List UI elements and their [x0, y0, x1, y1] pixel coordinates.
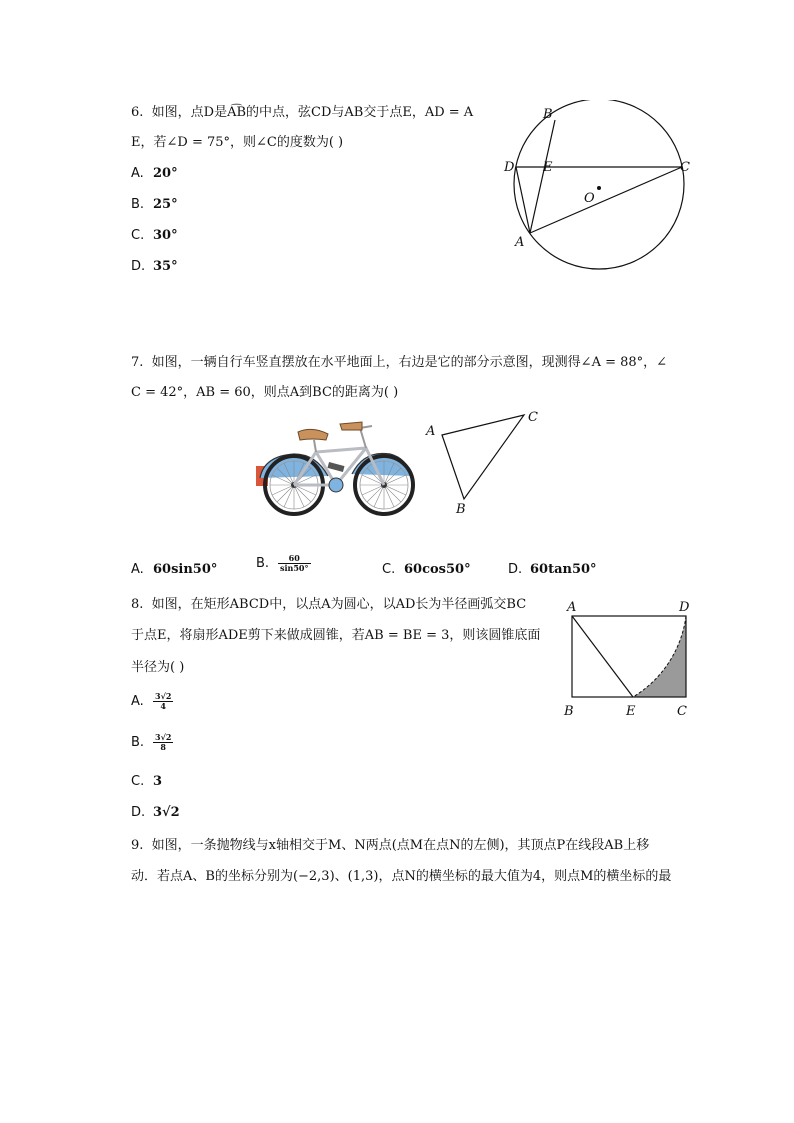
option-value: 3 [153, 774, 163, 789]
center-point [597, 186, 601, 190]
q7-text-1: 如图，一辆自行车竖直摆放在水平地面上，右边是它的部分示意图，现测得∠A = 88°，∠ [151, 355, 668, 370]
label-a: A [515, 235, 525, 250]
q6-line2: E，若∠D = 75°，则∠C的度数为( ) [131, 135, 344, 150]
fraction-denominator: 4 [160, 701, 166, 711]
option-value: 60cos50° [404, 562, 471, 577]
option-value: 35° [153, 259, 178, 274]
q8-line2: 于点E，将扇形ADE剪下来做成圆锥，若AB = BE = 3，则该圆锥底面 [131, 628, 541, 643]
q9-line1 [131, 837, 649, 855]
label-a: A [567, 600, 577, 615]
q8-option-c[interactable] [131, 773, 162, 791]
label-c: C [680, 160, 690, 175]
q7-option-d[interactable] [508, 561, 597, 579]
q6-option-b[interactable] [131, 196, 178, 214]
fraction-denominator: 8 [160, 742, 166, 752]
q9-text-1: 如图，一条抛物线与x轴相交于M、N两点(点M在点N的左侧)，其顶点P在线段AB上移 [151, 838, 650, 853]
q6-circle-figure [500, 100, 700, 280]
q7-line2: C = 42°，AB = 60，则点A到BC的距离为( ) [131, 385, 399, 400]
q7-line1 [131, 354, 667, 372]
q8-number: 8. [131, 597, 144, 612]
option-fraction [153, 733, 173, 752]
option-label: A. [131, 166, 144, 181]
shaded-region [633, 616, 686, 697]
option-fraction [278, 554, 311, 573]
q9-number: 9. [131, 838, 144, 853]
q8-line1 [131, 596, 526, 614]
bicycle-illustration [254, 418, 416, 518]
label-o: O [584, 191, 595, 206]
q7-triangle-figure [422, 404, 552, 519]
label-e: E [543, 160, 553, 175]
option-value: 30° [153, 228, 178, 243]
label-d: D [504, 160, 515, 175]
seat-post [314, 440, 316, 452]
option-value: 60sin50° [153, 562, 218, 577]
pedal [327, 462, 344, 472]
seat [298, 429, 328, 440]
q6-line1 [131, 104, 473, 122]
chord-ab [530, 120, 555, 233]
fraction-numerator: 60 [278, 554, 311, 564]
option-label: C. [131, 228, 145, 243]
label-b: B [543, 107, 553, 122]
label-a: A [426, 424, 436, 439]
q7-number: 7. [131, 355, 144, 370]
q8-text-1: 如图，在矩形ABCD中，以点A为圆心，以AD长为半径画弧交BC [151, 597, 527, 612]
option-label: C. [131, 774, 145, 789]
option-value: 60tan50° [530, 562, 597, 577]
q6-text-1: 如图，点D是A͡B的中点，弦CD与AB交于点E，AD = A [151, 105, 474, 120]
q9-line2: 动．若点A、B的坐标分别为(−2,3)、(1,3)，点N的横坐标的最大值为4，则点M的横坐标的最 [131, 869, 672, 884]
circle-o [514, 100, 684, 269]
label-b: B [564, 704, 574, 719]
q8-line3: 半径为( ) [131, 660, 185, 675]
option-label: D. [131, 805, 146, 820]
q8-option-b[interactable] [131, 733, 173, 752]
q6-option-d[interactable] [131, 258, 178, 276]
option-label: B. [256, 556, 270, 571]
label-e: E [626, 704, 636, 719]
q8-rectangle-figure [558, 598, 698, 723]
option-value: 3√2 [153, 805, 180, 820]
fraction-numerator: 3√2 [155, 691, 172, 701]
q6-option-c[interactable] [131, 227, 178, 245]
front-basket [340, 422, 362, 430]
option-value: 25° [153, 197, 178, 212]
q7-option-b[interactable] [256, 554, 311, 573]
q6-option-a[interactable] [131, 165, 178, 183]
option-fraction [153, 692, 173, 711]
option-label: D. [131, 259, 146, 274]
chainring [329, 478, 343, 492]
segment-ae [572, 616, 633, 697]
q7-option-c[interactable] [382, 561, 471, 579]
q8-option-a[interactable] [131, 692, 173, 711]
fraction-numerator: 3√2 [155, 732, 172, 742]
option-label: A. [131, 562, 144, 577]
option-label: B. [131, 735, 145, 750]
option-value: 20° [153, 166, 178, 181]
option-label: D. [508, 562, 523, 577]
triangle-abc [442, 415, 524, 499]
fraction-denominator: sin50° [280, 563, 309, 573]
q6-number: 6. [131, 105, 144, 120]
q7-option-a[interactable] [131, 561, 217, 579]
label-b: B [456, 502, 466, 517]
segment-ac [530, 167, 682, 233]
option-label: B. [131, 197, 145, 212]
label-d: D [679, 600, 690, 615]
label-c: C [677, 704, 687, 719]
option-label: C. [382, 562, 396, 577]
q8-option-d[interactable] [131, 804, 180, 822]
option-label: A. [131, 694, 144, 709]
label-c: C [528, 410, 538, 425]
